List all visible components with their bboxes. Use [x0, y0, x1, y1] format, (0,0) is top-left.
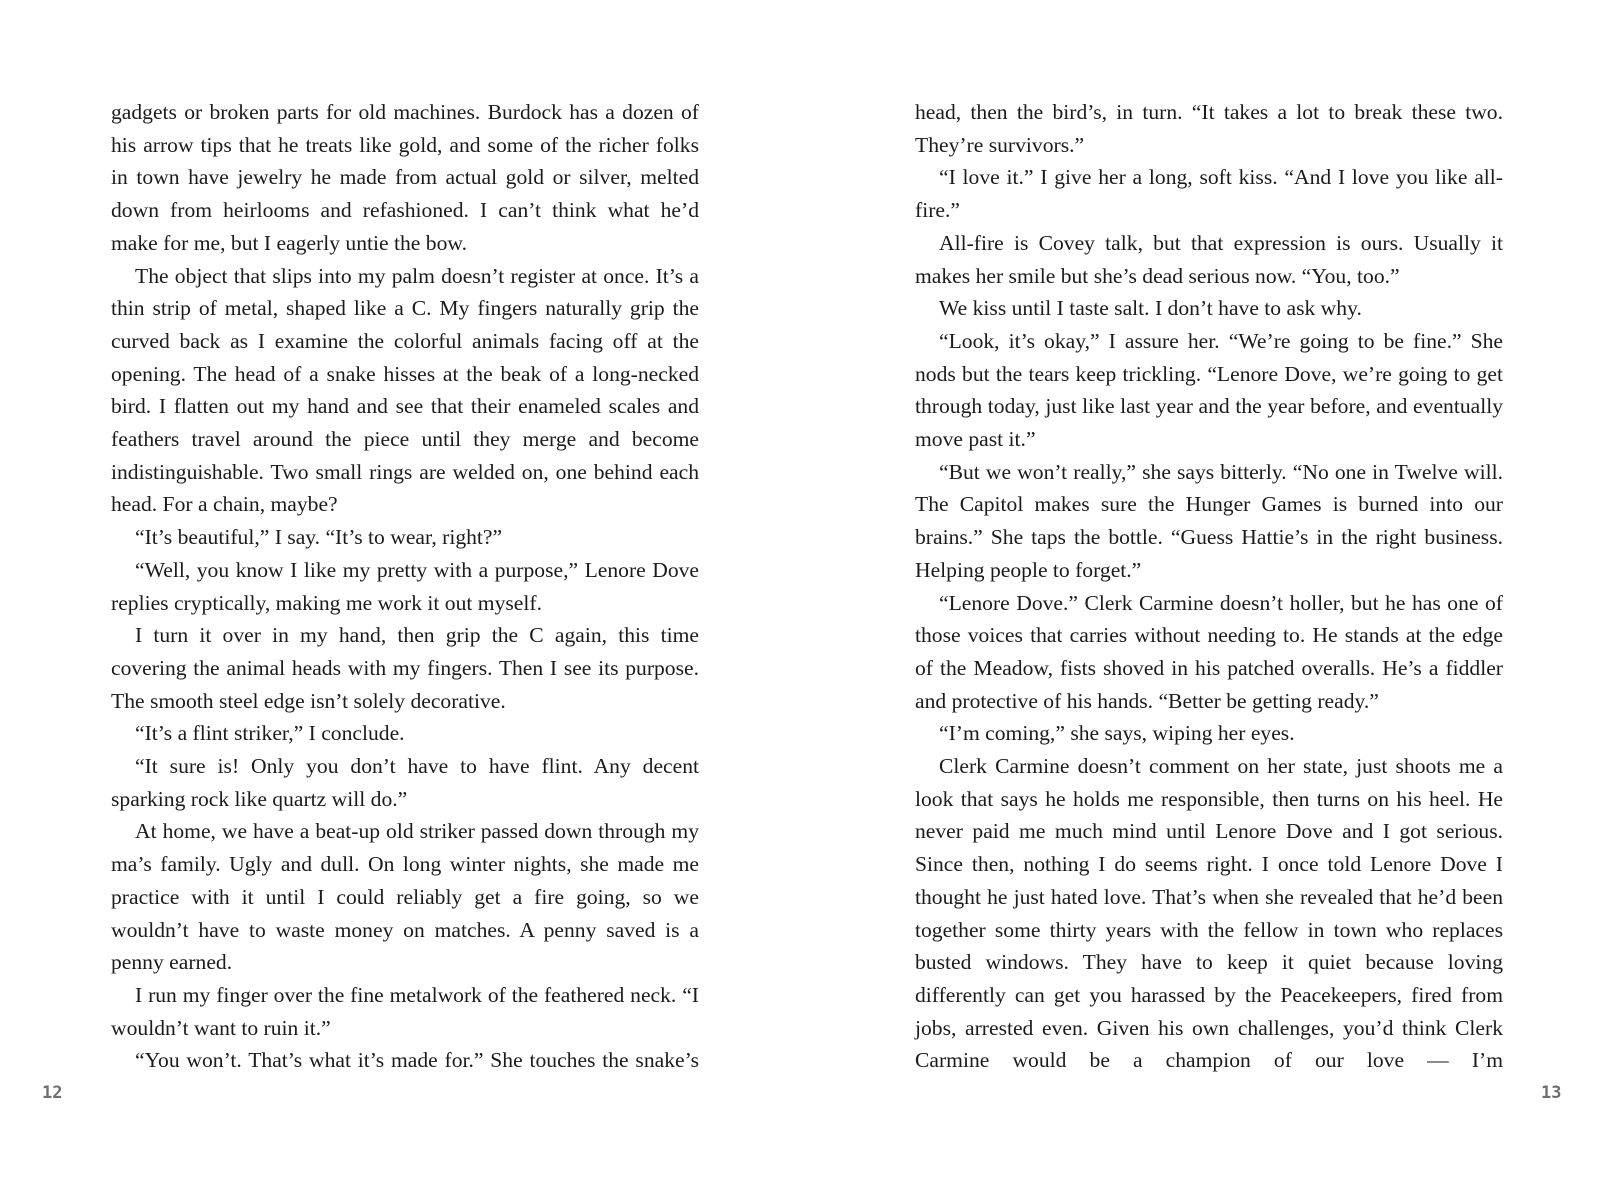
paragraph: “It sure is! Only you don’t have to have flint. Any decent sparking rock like quartz will do.” [111, 754, 699, 811]
page-number-right: 13 [1541, 1083, 1562, 1103]
paragraph: At home, we have a beat-up old striker passed down through my ma’s family. Ugly and dull. On long winter nights, she made me practice with it until I could reliably get a fire going, so we wouldn’t have to waste money on matches. A penny saved is a penny earned. [111, 819, 699, 975]
paragraph: Clerk Carmine doesn’t comment on her state, just shoots me a look that says he holds me responsible, then turns on his heel. He never paid me much mind until Lenore Dove and I got serious. Since then, nothing I do seems right. I once told Lenore Dove I thought he just hated love. That’s when she revealed that he’d been together some thirty years with the fellow in town who replaces busted windows. They have to keep it quiet because loving differently can get you harassed by the Peacekeepers, fired from jobs, arrested even. Given his own challenges, you’d think Clerk Carmine would be a champion of our love — I’m [915, 754, 1503, 1073]
paragraph: “Look, it’s okay,” I assure her. “We’re going to be fine.” She nods but the tears keep trickling. “Lenore Dove, we’re going to get through today, just like last year and the year before, and eventually move past it.” [915, 328, 1503, 452]
left-page-text [111, 96, 699, 1077]
paragraph: “I love it.” I give her a long, soft kiss. “And I love you like all-fire.” [915, 165, 1503, 223]
paragraph: “It’s beautiful,” I say. “It’s to wear, right?” [135, 525, 503, 550]
paragraph: “I’m coming,” she says, wiping her eyes. [939, 721, 1295, 746]
paragraph: I turn it over in my hand, then grip the C again, this time covering the animal heads with my fingers. Then I see its purpose. The smooth steel edge isn’t solely decorative. [111, 623, 699, 713]
paragraph: We kiss until I taste salt. I don’t have to ask why. [939, 296, 1362, 321]
right-page-text [915, 96, 1503, 1077]
page-number-left: 12 [42, 1083, 63, 1103]
paragraph: “It’s a flint striker,” I conclude. [135, 721, 405, 746]
paragraph: “But we won’t really,” she says bitterly. “No one in Twelve will. The Capitol makes sure the Hunger Games is burned into our brains.” She taps the bottle. “Guess Hattie’s in the right business. Helping people to forget.” [915, 459, 1503, 582]
paragraph: “Well, you know I like my pretty with a purpose,” Lenore Dove replies cryptically, making me work it out myself. [111, 557, 699, 615]
paragraph: head, then the bird’s, in turn. “It takes a lot to break these two. They’re survivors.” [915, 100, 1503, 157]
paragraph: All-fire is Covey talk, but that expression is ours. Usually it makes her smile but she’s dead serious now. “You, too.” [915, 230, 1503, 288]
paragraph: gadgets or broken parts for old machines. Burdock has a dozen of his arrow tips that he treats like gold, and some of the richer folks in town have jewelry he made from actual gold or silver, melted down from heirlooms and refashioned. I can’t think what he’d make for me, but I eagerly untie the bow. [111, 100, 699, 255]
paragraph: I run my finger over the fine metalwork of the feathered neck. “I wouldn’t want to ruin it.” [111, 982, 699, 1040]
paragraph: The object that slips into my palm doesn’t register at once. It’s a thin strip of metal, shaped like a C. My fingers naturally grip the curved back as I examine the colorful animals facing off at the opening. The head of a snake hisses at the beak of a long-necked bird. I flatten out my hand and see that their enameled scales and feathers travel around the piece until they merge and become indistinguishable. Two small rings are welded on, one behind each head. For a chain, maybe? [111, 263, 699, 517]
paragraph: “You won’t. That’s what it’s made for.” She touches the snake’s [135, 1048, 699, 1073]
paragraph: “Lenore Dove.” Clerk Carmine doesn’t holler, but he has one of those voices that carries without needing to. He stands at the edge of the Meadow, fists shoved in his patched overalls. He’s a fiddler and protective of his hands. “Better be getting ready.” [915, 590, 1503, 713]
